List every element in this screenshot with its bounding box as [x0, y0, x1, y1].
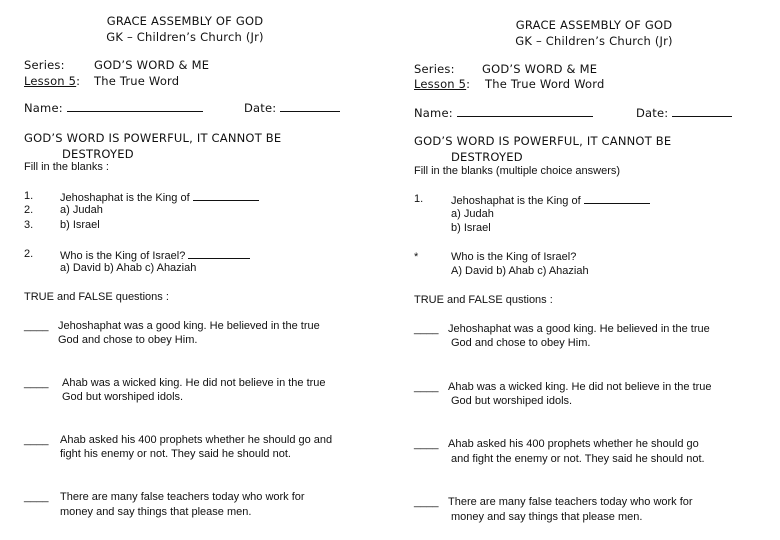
tf-statement-cont: money and say things that please men.	[60, 506, 252, 518]
tf-statement-cont: God but worshiped idols.	[62, 391, 184, 403]
ministry-name: GK – Children’s Church (Jr)	[515, 34, 673, 48]
date-field[interactable]: Date:	[636, 106, 732, 120]
tf-statement: Ahab asked his 400 prophets whether he should go	[448, 438, 699, 450]
section-heading-cont: DESTROYED	[62, 147, 134, 161]
church-name: GRACE ASSEMBLY OF GOD	[515, 18, 673, 32]
instructions: Fill in the blanks :	[24, 161, 109, 173]
tf-statement-cont: fight his enemy or not. They said he should not.	[60, 448, 291, 460]
church-name: GRACE ASSEMBLY OF GOD	[106, 14, 264, 28]
tf-statement-cont: God but worshiped idols.	[451, 395, 573, 407]
series-label: Series:	[414, 62, 455, 76]
lesson-title: The True Word Word	[485, 77, 605, 91]
section-heading: GOD’S WORD IS POWERFUL, IT CANNOT BE	[414, 134, 672, 148]
true-false-heading: TRUE and FALSE questions :	[24, 291, 169, 303]
worksheet-right	[414, 0, 780, 540]
question-number: 2.	[24, 248, 34, 260]
worksheet-left	[24, 0, 394, 540]
section-heading-cont: DESTROYED	[451, 150, 523, 164]
name-field[interactable]: Name:	[414, 106, 593, 120]
question-2-choices: a) David b) Ahab c) Ahaziah	[60, 262, 197, 274]
question-number: 2.	[24, 204, 34, 216]
tf-blank[interactable]: ____	[24, 434, 49, 446]
tf-blank[interactable]: ____	[24, 377, 49, 389]
answer-blank[interactable]	[193, 190, 259, 201]
ministry-name: GK – Children’s Church (Jr)	[106, 30, 264, 44]
series-value: GOD’S WORD & ME	[482, 62, 598, 76]
tf-statement: Ahab asked his 400 prophets whether he should go and	[60, 434, 333, 446]
question-number: 3.	[24, 219, 34, 231]
tf-blank[interactable]: ____	[414, 496, 439, 508]
name-field[interactable]: Name:	[24, 101, 203, 115]
instructions: Fill in the blanks (multiple choice answers)	[414, 165, 621, 177]
answer-blank[interactable]	[584, 193, 650, 204]
section-heading: GOD’S WORD IS POWERFUL, IT CANNOT BE	[24, 131, 282, 145]
question-1-text: Jehoshaphat is the King of	[451, 193, 650, 207]
question-2-choices: A) David b) Ahab c) Ahaziah	[451, 265, 589, 277]
choice-a: a) Judah	[60, 204, 103, 216]
question-number: 1.	[414, 193, 424, 205]
tf-blank[interactable]: ____	[414, 438, 439, 450]
tf-statement: There are many false teachers today who work for	[448, 496, 693, 508]
tf-blank[interactable]: ____	[24, 320, 49, 332]
lesson-title: The True Word	[94, 74, 180, 88]
lesson-label: Lesson 5:	[24, 74, 81, 88]
question-1-text: Jehoshaphat is the King of	[60, 190, 259, 204]
tf-statement: Ahab was a wicked king. He did not believe in the true	[62, 377, 326, 389]
tf-statement-cont: and fight the enemy or not. They said he should not.	[451, 453, 705, 465]
tf-statement: Ahab was a wicked king. He did not believe in the true	[448, 381, 712, 393]
tf-statement-cont: God and chose to obey Him.	[58, 334, 198, 346]
choice-b: b) Israel	[451, 222, 491, 234]
question-number: 1.	[24, 190, 34, 202]
tf-blank[interactable]: ____	[24, 491, 49, 503]
true-false-heading: TRUE and FALSE qustions :	[414, 294, 553, 306]
choice-a: a) Judah	[451, 208, 494, 220]
lesson-label: Lesson 5:	[414, 77, 471, 91]
series-label: Series:	[24, 58, 65, 72]
series-value: GOD’S WORD & ME	[94, 58, 210, 72]
tf-blank[interactable]: ____	[414, 381, 439, 393]
date-field[interactable]: Date:	[244, 101, 340, 115]
tf-statement-cont: God and chose to obey Him.	[451, 337, 591, 349]
tf-statement-cont: money and say things that please men.	[451, 511, 643, 523]
tf-statement: Jehoshaphat was a good king. He believed in the true	[448, 323, 710, 335]
question-2-text: Who is the King of Israel?	[60, 248, 250, 262]
choice-b: b) Israel	[60, 219, 100, 231]
answer-blank[interactable]	[188, 248, 250, 259]
question-number: *	[414, 251, 419, 263]
tf-blank[interactable]: ____	[414, 323, 439, 335]
tf-statement: There are many false teachers today who work for	[60, 491, 305, 503]
tf-statement: Jehoshaphat was a good king. He believed in the true	[58, 320, 320, 332]
question-2-text: Who is the King of Israel?	[451, 251, 577, 263]
